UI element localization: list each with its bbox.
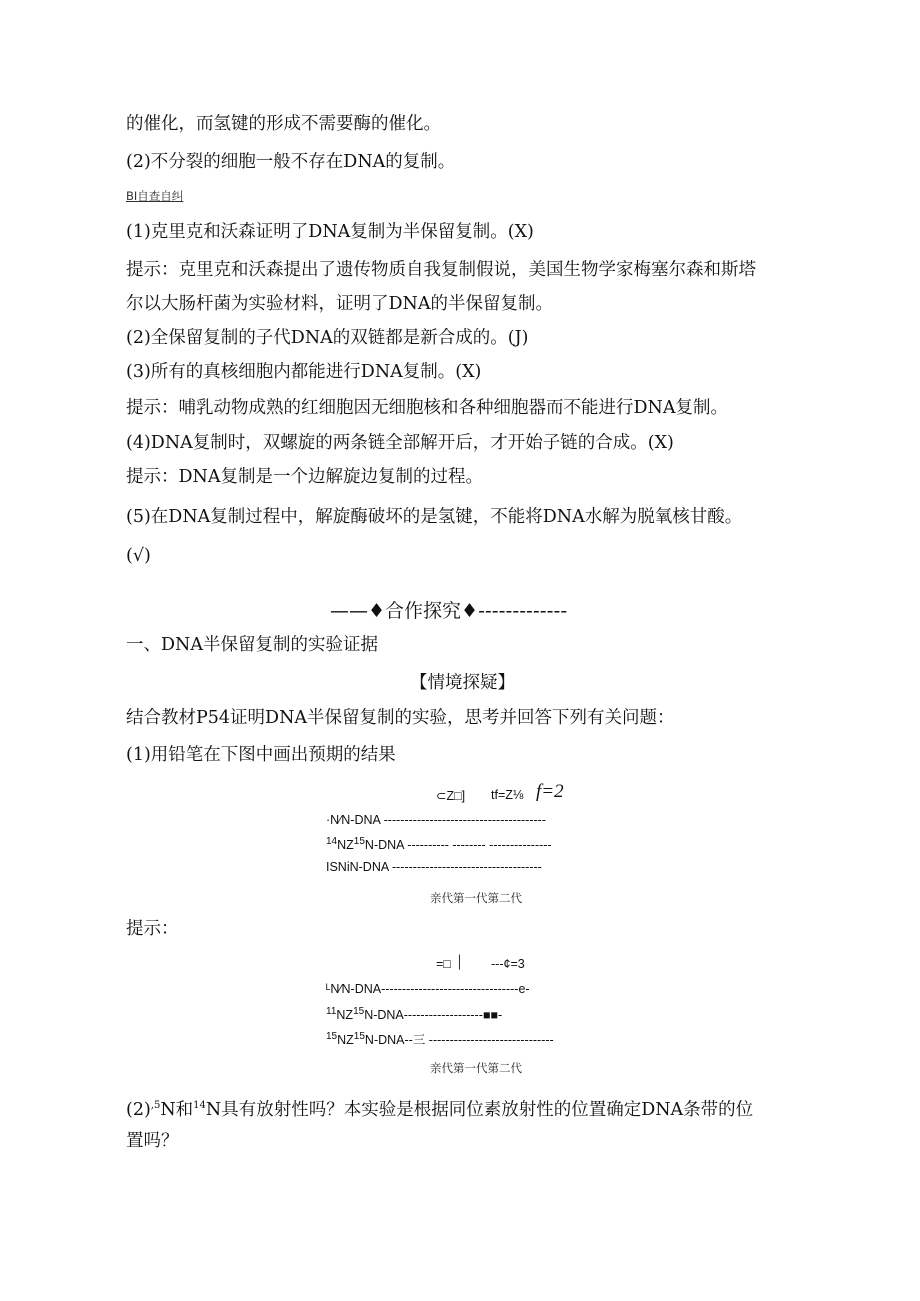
diagram2-label-b: │ (456, 955, 464, 969)
hint-4: 提示：DNA复制是一个边解旋边复制的过程。 (126, 467, 483, 487)
diagram1-row-heavy: ISNiN-DNA ------------------------------------ (326, 860, 542, 874)
hint-1a: 提示：克里克和沃森提出了遗传物质自我复制假说，美国生物学家梅塞尔森和斯塔 (126, 260, 756, 280)
diagram1-label-b: tf=Z⅛ (491, 788, 524, 802)
question-4: (4)DNA复制时，双螺旋的两条链全部解开后，才开始子链的合成。(X) (126, 433, 674, 453)
question-1: (1)克里克和沃森证明了DNA复制为半保留复制。(X) (126, 222, 534, 242)
hint-1b: 尔以大肠杆菌为实验材料，证明了DNA的半保留复制。 (126, 294, 553, 314)
section-question-2-cont: 置吗？ (126, 1131, 179, 1151)
question-5: (5)在DNA复制过程中，解旋酶破坏的是氢键，不能将DNA水解为脱氧核甘酸。 (126, 507, 743, 527)
diagram2-label-c: ---¢=3 (491, 957, 525, 971)
question-5-answer: (√) (126, 546, 151, 566)
section-header: ——♦合作探究♦------------- (330, 600, 568, 622)
section-subtitle: 一、DNA半保留复制的实验证据 (126, 635, 378, 655)
scenario-heading: 【情境探疑】 (410, 673, 515, 693)
diagram1-label-a: ⊂Z□] (436, 789, 466, 803)
diagram2-row-heavy: $^{15}$NZ$^{15}$N-DNA--三 ------------------------------ (326, 1030, 554, 1047)
section-hint: 提示： (126, 919, 179, 939)
self-check-heading: BI自查自纠 (126, 189, 184, 203)
diagram1-label-c: f=2 (536, 781, 564, 802)
diagram2-caption: 亲代第一代第二代 (430, 1061, 522, 1075)
question-2: (2)全保留复制的子代DNA的双链都是新合成的。(J) (126, 328, 529, 348)
paragraph-catalysis: 的催化，而氢键的形成不需要酶的催化。 (126, 114, 441, 134)
section-question-2: $(2)^{,5}N$和$^{14}$N具有放射性吗？本实验是根据同位素放射性的位置确定DNA条带的位 (126, 1099, 754, 1120)
diagram1-row-hybrid: $^{14}$NZ$^{15}$N-DNA ---------- -------- --------------- (326, 836, 552, 853)
paragraph-nondividing: (2)不分裂的细胞一般不存在DNA的复制。 (126, 152, 456, 172)
diagram1-row-light: ·N⁄N-DNA --------------------------------------- (326, 813, 546, 827)
diagram2-row-light: ᴸN⁄N-DNA---------------------------------e- (326, 982, 530, 996)
question-3: (3)所有的真核细胞内都能进行DNA复制。(X) (126, 362, 482, 382)
section-intro: 结合教材P54证明DNA半保留复制的实验，思考并回答下列有关问题： (126, 708, 675, 728)
diagram2-label-a: =□ (436, 957, 451, 971)
hint-3: 提示：哺乳动物成熟的红细胞因无细胞核和各种细胞器而不能进行DNA复制。 (126, 398, 728, 418)
diagram1-caption: 亲代第一代第二代 (430, 891, 522, 905)
diagram2-row-hybrid: $^{11}$NZ$^{15}$N-DNA-------------------■■- (326, 1006, 503, 1023)
section-question-1: (1)用铅笔在下图中画出预期的结果 (126, 745, 396, 765)
